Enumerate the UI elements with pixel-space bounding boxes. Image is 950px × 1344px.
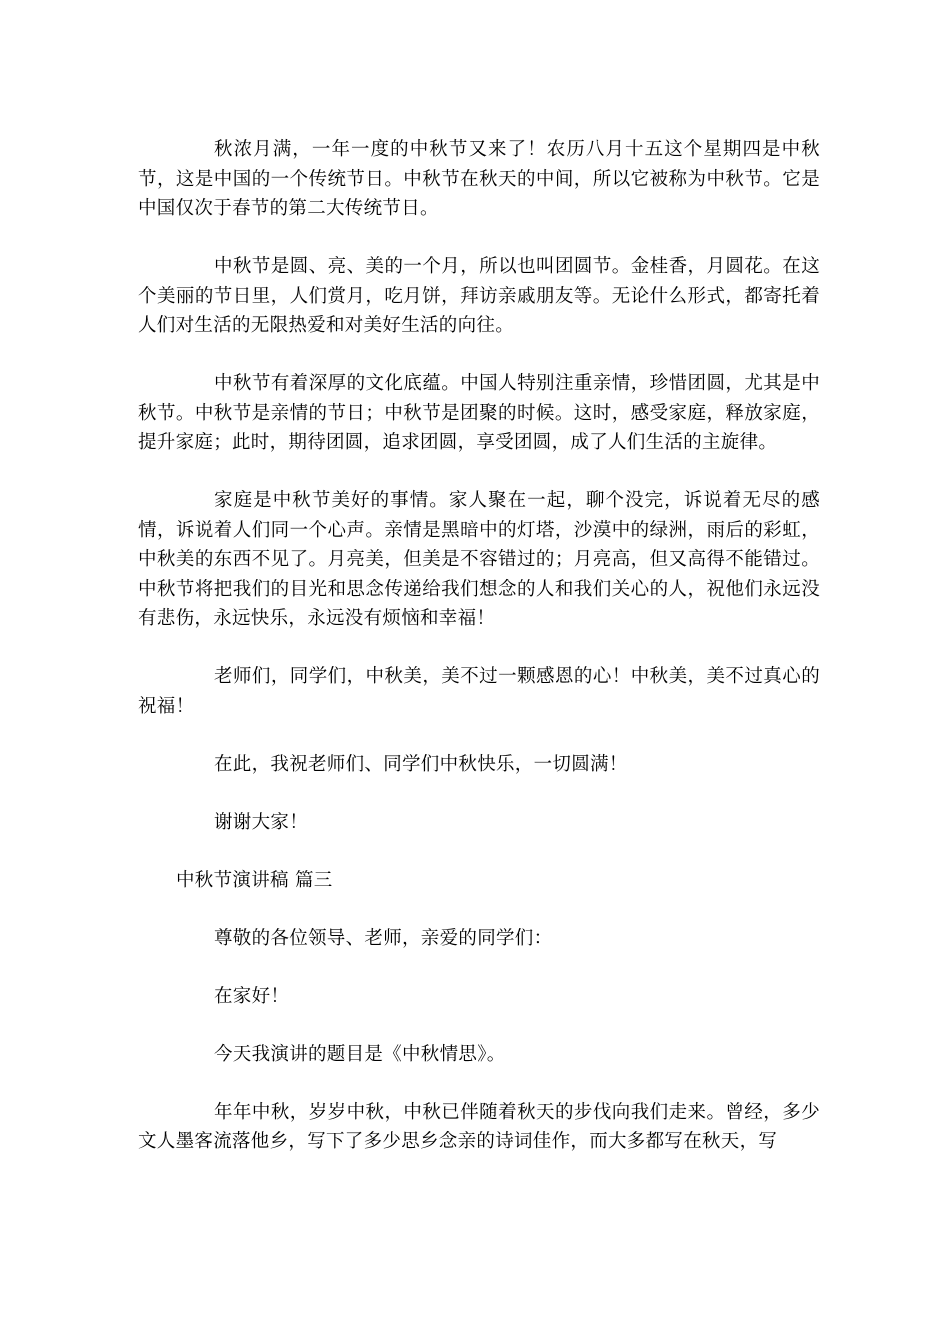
paragraph-thanks: 谢谢大家！ bbox=[214, 811, 309, 833]
paragraph-reunion: 中秋节是圆、亮、美的一个月，所以也叫团圆节。金桂香，月圆花。在这个美丽的节日里，人们赏月，吃月饼，拜访亲戚朋友等。无论什么形式，都寄托着人们对生活的无限热爱和对美好生活的向往。 bbox=[138, 256, 820, 336]
paragraph-opening: 年年中秋，岁岁中秋，中秋已伴随着秋天的步伐向我们走来。曾经，多少文人墨客流落他乡，写下了多少思乡念亲的诗词佳作，而大多都写在秋天，写 bbox=[138, 1101, 820, 1152]
paragraph-topic: 今天我演讲的题目是《中秋情思》。 bbox=[214, 1043, 506, 1065]
paragraph-greeting: 在家好！ bbox=[214, 985, 290, 1007]
paragraph-salutation: 尊敬的各位领导、老师，亲爱的同学们： bbox=[214, 927, 553, 949]
paragraph-family: 家庭是中秋节美好的事情。家人聚在一起，聊个没完，诉说着无尽的感情，诉说着人们同一个心声。亲情是黑暗中的灯塔，沙漠中的绿洲，雨后的彩虹，中秋美的东西不见了。月亮美，但美是不容错过的；月亮高，但又高得不能错过。中秋节将把我们的目光和思念传递给我们想念的人和我们关心的人，祝他们永远没有悲伤，永远快乐，永远没有烦恼和幸福！ bbox=[138, 490, 820, 629]
document-body bbox=[138, 135, 820, 1185]
paragraph-culture: 中秋节有着深厚的文化底蕴。中国人特别注重亲情，珍惜团圆，尤其是中秋节。中秋节是亲情的节日；中秋节是团聚的时候。这时，感受家庭，释放家庭，提升家庭；此时，期待团圆，追求团圆，享受团圆，成了人们生活的主旋律。 bbox=[138, 373, 820, 453]
paragraph-wishes: 在此，我祝老师们、同学们中秋快乐，一切圆满！ bbox=[214, 753, 628, 775]
section-title: 中秋节演讲稿 篇三 bbox=[176, 869, 333, 891]
paragraph-gratitude: 老师们，同学们，中秋美，美不过一颗感恩的心！中秋美，美不过真心的祝福！ bbox=[138, 666, 820, 717]
paragraph-intro: 秋浓月满，一年一度的中秋节又来了！农历八月十五这个星期四是中秋节，这是中国的一个传统节日。中秋节在秋天的中间，所以它被称为中秋节。它是中国仅次于春节的第二大传统节日。 bbox=[138, 139, 820, 219]
